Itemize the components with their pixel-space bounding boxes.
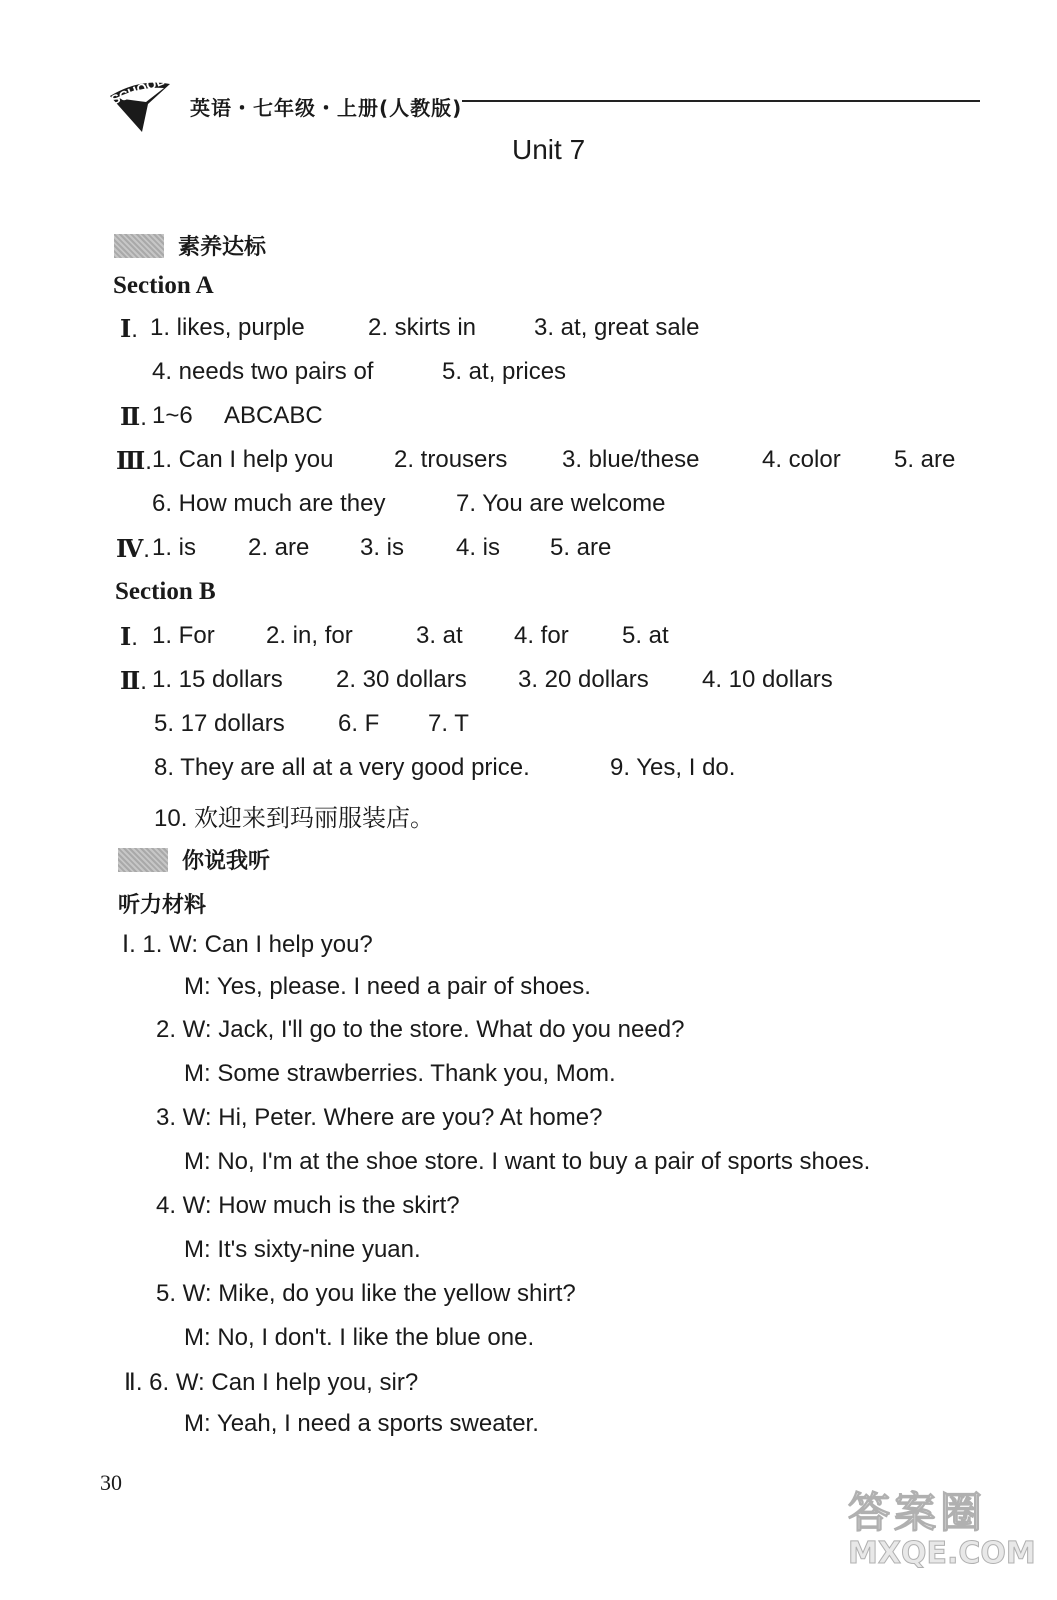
answer-item: 4. 10 dollars (702, 666, 833, 693)
answer-item: 3. 20 dollars (518, 666, 649, 693)
answer-item: 5. at, prices (442, 358, 567, 385)
answer-row: Ⅳ. (116, 536, 150, 563)
script-line: M: It's sixty-nine yuan. (184, 1236, 421, 1263)
script-line: M: No, I'm at the shoe store. I want to buy a pair of sports shoes. (184, 1148, 871, 1175)
answer-item: 5. at (622, 622, 669, 649)
answer-item: ABCABC (224, 402, 323, 429)
section-heading-text: 你说我听 (182, 849, 271, 874)
script-line: M: Yes, please. I need a pair of shoes. (184, 973, 591, 1000)
roman-numeral: Ⅰ (120, 317, 132, 343)
section-marker-icon (114, 234, 164, 258)
watermark (838, 1480, 1038, 1590)
answer-item: 7. You are welcome (456, 490, 666, 517)
header-divider (462, 100, 980, 102)
answer-row: Ⅱ. (120, 668, 147, 695)
listening-material-title: 听力材料 (118, 893, 207, 918)
script-line: 5. W: Mike, do you like the yellow shirt? (156, 1280, 576, 1307)
roman-numeral: Ⅲ (116, 449, 146, 475)
script-line: M: Yeah, I need a sports sweater. (184, 1410, 539, 1437)
script-line: 4. W: How much is the skirt? (156, 1192, 460, 1219)
section-heading-literacy (114, 230, 266, 261)
answer-item: 3. blue/these (562, 446, 700, 473)
answer-row: Ⅰ. (120, 316, 138, 343)
answer-item: 2. skirts in (368, 314, 477, 341)
answer-item: 3. at (416, 622, 463, 649)
answer-item: 6. F (338, 710, 380, 737)
answer-item: 6. How much are they (152, 490, 386, 517)
answer-item: 1. is (152, 534, 197, 561)
roman-numeral: Ⅱ (120, 669, 141, 695)
answer-item: 1. Can I help you (152, 446, 334, 473)
logo-text: SCHOOL (108, 74, 166, 108)
script-line: 3. W: Hi, Peter. Where are you? At home? (156, 1104, 603, 1131)
script-line: 2. W: Jack, I'll go to the store. What do you need? (156, 1016, 685, 1043)
script-line: Ⅱ. 6. W: Can I help you, sir? (124, 1369, 419, 1396)
watermark-text-en: MXQE.COM (848, 1536, 1036, 1571)
answer-item: 2. are (248, 534, 310, 561)
answer-item: 1. For (152, 622, 215, 649)
answer-item: 1. likes, purple (150, 314, 305, 341)
section-a-title: Section A (113, 272, 214, 299)
script-line: M: Some strawberries. Thank you, Mom. (184, 1060, 616, 1087)
answer-item: 8. They are all at a very good price. (154, 754, 530, 781)
page-number: 30 (100, 1470, 122, 1495)
answer-item: 3. is (360, 534, 405, 561)
answer-item: 5. are (894, 446, 956, 473)
answer-item: 9. Yes, I do. (610, 754, 736, 781)
book-title: 英语・七年级・上册(人教版) (190, 96, 463, 120)
answer-item: 5. are (550, 534, 612, 561)
script-line: M: No, I don't. I like the blue one. (184, 1324, 535, 1351)
answer-item: 2. trousers (394, 446, 508, 473)
unit-title: Unit 7 (512, 134, 586, 165)
section-heading-listening (118, 844, 270, 875)
answer-row: Ⅰ. (120, 624, 138, 651)
watermark-text-cn: 答案圈 (848, 1488, 987, 1537)
answer-row: Ⅲ. (116, 448, 152, 475)
answer-item: 4. for (514, 622, 569, 649)
section-marker-icon (118, 848, 168, 872)
answer-row: Ⅱ. (120, 404, 147, 431)
answer-item: 2. in, for (266, 622, 353, 649)
answer-item: 2. 30 dollars (336, 666, 467, 693)
answer-item: 1. 15 dollars (152, 666, 283, 693)
section-b-title: Section B (115, 578, 216, 605)
roman-numeral: Ⅱ (120, 405, 141, 431)
roman-numeral: Ⅰ (120, 625, 132, 651)
answer-item: 4. needs two pairs of (152, 358, 374, 385)
answer-item: 4. is (456, 534, 501, 561)
answer-item: 3. at, great sale (534, 314, 700, 341)
answer-item: 10. 欢迎来到玛丽服装店。 (154, 805, 435, 832)
section-heading-text: 素养达标 (178, 235, 267, 260)
answer-item: 4. color (762, 446, 841, 473)
roman-numeral: Ⅳ (116, 537, 144, 563)
school-logo-icon (104, 74, 184, 138)
script-line: Ⅰ. 1. W: Can I help you? (122, 931, 373, 958)
answer-item: 5. 17 dollars (154, 710, 285, 737)
answer-item: 7. T (428, 710, 469, 737)
answer-range: 1~6 (152, 402, 193, 429)
